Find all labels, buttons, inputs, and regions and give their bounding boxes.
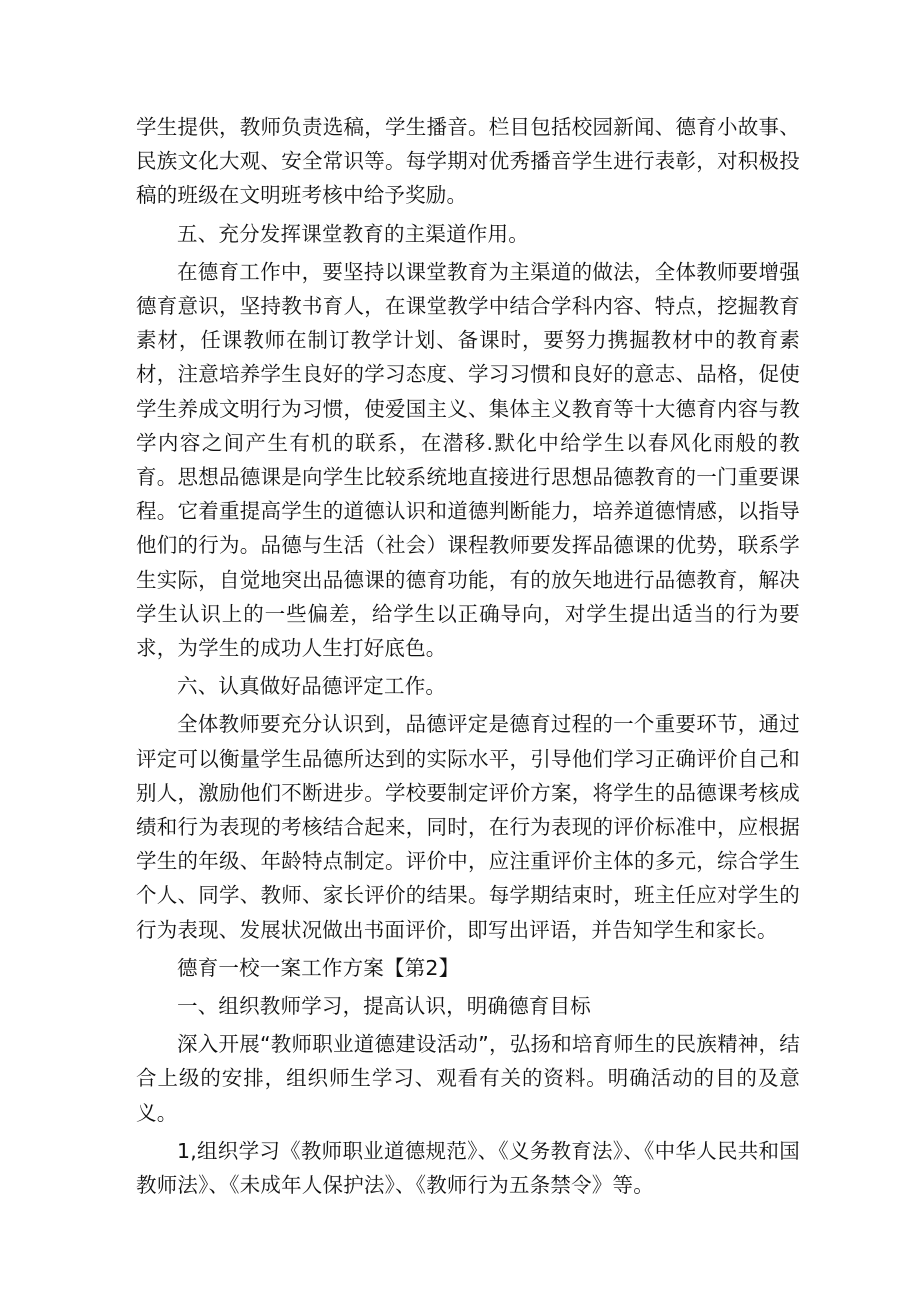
- paragraph-study-list: 1,组织学习《教师职业道德规范》、《义务教育法》、《中华人民共和国教师法》、《未成年人保护法》、《教师行为五条禁令》等。: [136, 1138, 800, 1198]
- section-heading-5: 五、充分发挥课堂教育的主渠道作用。: [177, 221, 529, 246]
- paragraph-classroom-education: 在德育工作中，要坚持以课堂教育为主渠道的做法，全体教师要增强德育意识，坚持教书育人，在课堂教学中结合学科内容、特点，挖掘教育素材，任课教师在制订教学计划、备课时，要努力携掘教材中的教育素材，注意培养学生良好的学习态度、学习习惯和良好的意志、品格，促使学生养成文明行为习惯，使爱国主义、集体主义教育等十大德育内容与教学内容之间产生有机的联系，在潜移.默化中给学生以春风化雨般的教育。思想品德课是向学生比较系统地直接进行思想品德教育的一门重要课程。它着重提高学生的道德认识和道德判断能力，培养道德情感，以指导他们的行为。品德与生活（社会）课程教师要发挥品德课的优势，联系学生实际，自觉地突出品德课的德育功能，有的放矢地进行品德教育，解决学生认识上的一些偏差，给学生以正确导向，对学生提出适当的行为要求，为学生的成功人生打好底色。: [136, 259, 800, 661]
- paragraph-moral-evaluation: 全体教师要充分认识到，品德评定是德育过程的一个重要环节，通过评定可以衡量学生品德所达到的实际水平，引导他们学习正确评价自己和别人，激励他们不断进步。学校要制定评价方案，将学生的品德课考核成绩和行为表现的考核结合起来，同时，在行为表现的评价标准中，应根据学生的年级、年龄特点制定。评价中，应注重评价主体的多元，综合学生个人、同学、教师、家长评价的结果。每学期结束时，班主任应对学生的行为表现、发展状况做出书面评价，即写出评语，并告知学生和家长。: [136, 712, 800, 942]
- document-section-title: 德育一校一案工作方案【第2】: [177, 955, 460, 980]
- paragraph-teacher-ethics-activity: 深入开展“教师职业道德建设活动”，弘扬和培育师生的民族精神，结合上级的安排，组织师生学习、观看有关的资料。明确活动的目的及意义。: [136, 1032, 800, 1125]
- document-body: [136, 110, 800, 1202]
- section-heading-6: 六、认真做好品德评定工作。: [177, 674, 447, 699]
- section-heading-1: 一、组织教师学习，提高认识，明确德育目标: [177, 994, 591, 1019]
- paragraph-broadcast-continued: 学生提供，教师负责选稿，学生播音。栏目包括校园新闻、德育小故事、民族文化大观、安全常识等。每学期对优秀播音学生进行表彰，对积极投稿的班级在文明班考核中给予奖励。: [136, 115, 800, 208]
